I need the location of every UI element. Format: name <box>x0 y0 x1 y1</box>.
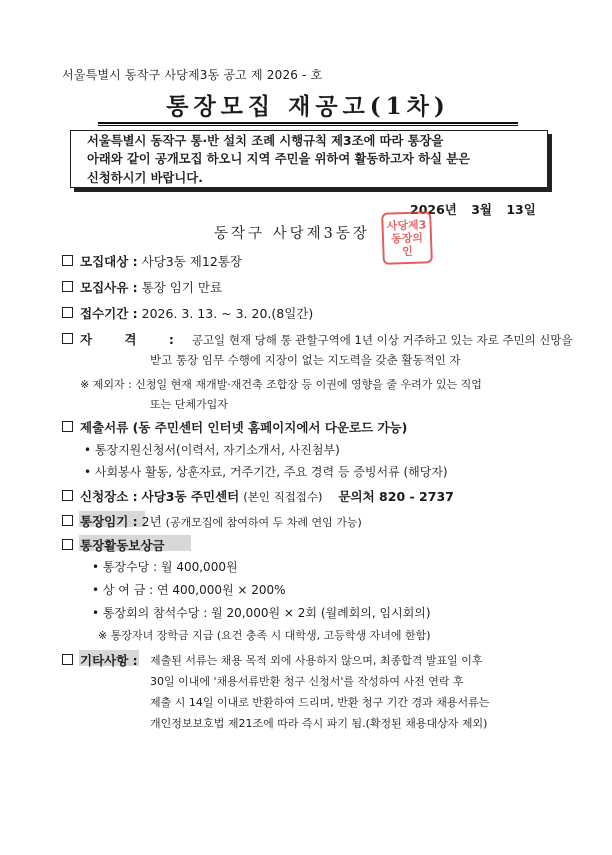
checkbox-icon <box>62 307 73 318</box>
item-period-label: 접수기간 : <box>80 306 138 321</box>
etc-line: 제출 시 14일 이내로 반환하여 드리며, 반환 청구 기간 경과 채용서류는 <box>150 696 490 709</box>
checkbox-icon <box>62 281 73 292</box>
notice-date: 2026년 3월 13일 <box>410 202 536 217</box>
item-qualification-line2: 받고 통장 임무 수행에 지장이 없는 지도력을 갖춘 활동적인 자 <box>150 353 461 367</box>
item-reason-label: 모집사유 : <box>80 280 138 295</box>
item-etc-label: 기타사항 : <box>80 653 138 668</box>
item-place-value: 사당3동 주민센터 <box>141 489 240 504</box>
intro-line: 서울특별시 동작구 통·반 설치 조례 시행규칙 제3조에 따라 통장을 <box>87 134 444 148</box>
item-place <box>80 487 454 505</box>
item-target <box>80 252 242 270</box>
checkbox-icon <box>62 515 73 526</box>
item-target-label: 모집대상 : <box>80 254 138 269</box>
notice-number: 서울특별시 동작구 사당제3동 공고 제 2026 - 호 <box>62 68 323 82</box>
checkbox-icon <box>62 490 73 501</box>
title-underline-thin <box>98 125 518 126</box>
official-seal <box>381 211 433 265</box>
item-qualification-label: 자 격 : <box>80 332 188 347</box>
item-documents <box>80 418 407 436</box>
item-qualification <box>80 330 573 348</box>
item-term <box>80 512 362 530</box>
checkbox-icon <box>62 333 73 344</box>
documents-bullet: • 사회봉사 활동, 상훈자료, 거주기간, 주요 경력 등 증빙서류 (해당자) <box>84 465 448 479</box>
item-compensation <box>80 536 165 554</box>
documents-bullet: • 통장지원신청서(이력서, 자기소개서, 사진첨부) <box>84 443 340 457</box>
intro-line: 신청하시기 바랍니다. <box>87 170 203 185</box>
exclusion-line2: 또는 단체가입자 <box>150 398 228 411</box>
item-term-value: 2년 <box>141 514 162 529</box>
item-place-note: (본인 직접접수) <box>243 490 323 504</box>
compensation-line: • 통장수당 : 월 400,000원 <box>92 560 238 574</box>
checkbox-icon <box>62 421 73 432</box>
intro-box <box>70 130 548 188</box>
item-compensation-label: 통장활동보상금 <box>80 538 165 553</box>
item-etc <box>80 651 138 669</box>
issuing-office: 동작구 사당제3동장 <box>214 226 370 242</box>
compensation-note: ※ 통장자녀 장학금 지급 (요건 충족 시 대학생, 고등학생 자녀에 한함) <box>98 629 431 642</box>
etc-line: 개인정보보호법 제21조에 따라 즉시 파기 됨.(확정된 채용대상자 제외) <box>150 717 488 730</box>
page-title: 통장모집 재공고(1차) <box>166 93 450 120</box>
checkbox-icon <box>62 654 73 665</box>
item-reason <box>80 278 222 296</box>
item-period-value: 2026. 3. 13. ~ 3. 20.(8일간) <box>141 306 314 321</box>
item-qualification-line1: 공고일 현재 당해 통 관할구역에 1년 이상 거주하고 있는 자로 주민의 신망을 <box>191 333 573 347</box>
item-reason-value: 통장 임기 만료 <box>141 280 223 295</box>
item-period <box>80 304 313 322</box>
item-target-value: 사당3동 제12통장 <box>141 254 242 269</box>
item-term-note: (공개모집에 참여하여 두 차례 연임 가능) <box>165 516 362 529</box>
checkbox-icon <box>62 539 73 550</box>
compensation-line: • 상 여 금 : 연 400,000원 × 200% <box>92 583 286 597</box>
item-documents-label: 제출서류 (동 주민센터 인터넷 홈페이지에서 다운로드 가능) <box>80 420 408 435</box>
exclusion-line1: ※ 제외자 : 신청일 현재 재개발·재건축 조합장 등 이권에 영향을 줄 우려가 있는 직업 <box>80 378 482 391</box>
etc-line: 30일 이내에 '채용서류반환 청구 신청서'를 작성하여 사전 연락 후 <box>150 675 464 688</box>
intro-line: 아래와 같이 공개모집 하오니 지역 주민을 위하여 활동하고자 하실 분은 <box>87 152 471 167</box>
item-term-label: 통장임기 : <box>80 514 138 529</box>
etc-line: 제출된 서류는 채용 목적 외에 사용하지 않으며, 최종합격 발표일 이후 <box>150 654 483 667</box>
title-underline <box>98 122 518 124</box>
compensation-line: • 통장회의 참석수당 : 월 20,000원 × 2회 (월례회의, 임시회의) <box>92 606 431 620</box>
seal-text: 사당제3 동장의인 <box>386 217 427 258</box>
item-place-label: 신청장소 : <box>80 489 138 504</box>
note-mark: ※ <box>80 378 90 391</box>
contact-number: 문의처 820 - 2737 <box>338 489 454 504</box>
checkbox-icon <box>62 255 73 266</box>
